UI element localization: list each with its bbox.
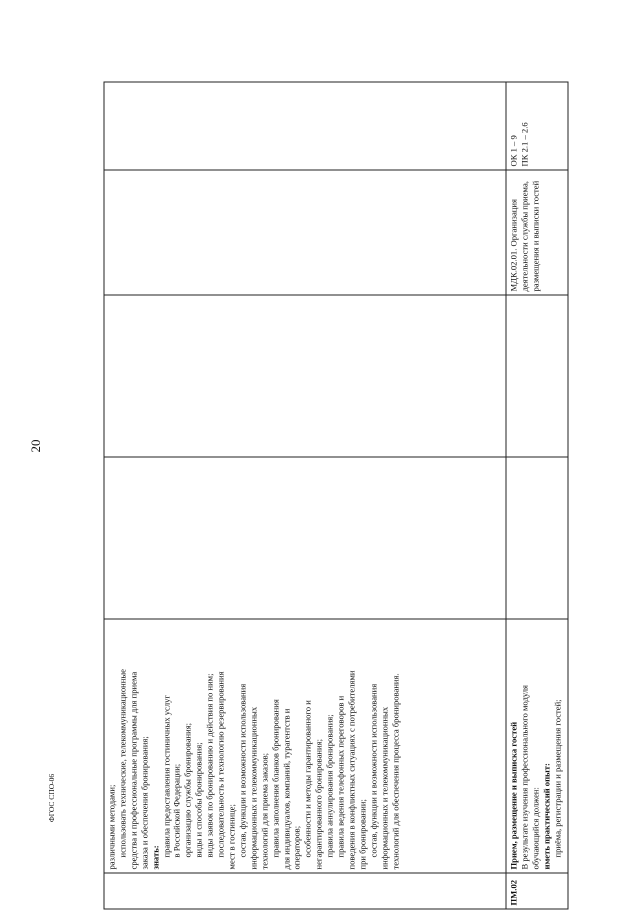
- requirements-cell: [506, 619, 568, 873]
- text-line: операторов;: [291, 825, 302, 870]
- text-line: правила заполнения бланков бронирования: [270, 699, 281, 858]
- text-line: для индивидуалов, компаний, турагентств и: [281, 708, 291, 870]
- text-line: последовательность и технологию резервирования: [215, 671, 226, 858]
- text-line: технологий для приема заказов;: [259, 752, 270, 870]
- competency-line: ПК 2.1 – 2.6: [519, 122, 530, 167]
- competency-line: ОК 1 – 9: [508, 135, 519, 167]
- text-line: организацию службы бронирования;: [182, 722, 193, 858]
- text-line: иметь практический опыт:: [541, 763, 552, 870]
- course-cell: [104, 170, 506, 295]
- text-line: правила аннулирования бронирования;: [324, 714, 335, 858]
- empty-cell: [104, 457, 506, 619]
- text-line: правила предоставления гостиничных услуг: [161, 695, 172, 858]
- curriculum-table: [104, 122, 568, 910]
- text-line: информационных и телекоммуникационных: [379, 706, 390, 870]
- text-line: различными методами;: [106, 784, 117, 870]
- competency-cell: [104, 82, 506, 170]
- text-line: особенности и методы гарантированного и: [302, 700, 313, 858]
- text-line: информационных и телекоммуникационных: [248, 706, 259, 870]
- text-line: технологий для обеспечения процесса бронирования.: [390, 673, 401, 870]
- competency-cell: [506, 82, 568, 170]
- text-line: заказа и обеспечения бронирования;: [139, 736, 150, 870]
- empty-cell: [104, 295, 506, 457]
- text-line: правила ведения телефонных переговоров и: [335, 695, 346, 858]
- module-code-cell: ПМ.02: [506, 873, 568, 909]
- text-line: использовать технические, телекоммуникационные: [117, 669, 128, 858]
- text-line: обучающийся должен:: [530, 787, 541, 870]
- text-line: поведения в конфликтных ситуациях с потребителями: [346, 670, 357, 870]
- text-line: при бронировании;: [357, 799, 368, 870]
- text-line: мест в гостинице;: [226, 804, 237, 870]
- requirements-cell: [104, 619, 506, 873]
- text-line: приёма, регистрации и размещения гостей;: [552, 699, 563, 858]
- text-line: знать:: [150, 845, 161, 870]
- text-line: состав, функции и возможности использования: [237, 683, 248, 858]
- text-line: виды и способы бронирования;: [193, 742, 204, 858]
- empty-cell: [506, 457, 568, 619]
- page-number: 20: [28, 439, 43, 453]
- text-line: состав, функции и возможности использования: [368, 683, 379, 858]
- text-line: виды заявок по бронированию и действия по ним;: [204, 673, 215, 858]
- text-line: в Российской Федерации;: [171, 763, 182, 858]
- table-row: [104, 82, 506, 909]
- text-line: средства и профессиональные программы для приема: [128, 671, 139, 870]
- empty-cell: [506, 295, 568, 457]
- footer-code: ФГОС СПО-06: [47, 773, 56, 823]
- text-line: Прием, размещение и выписка гостей: [508, 721, 519, 870]
- table-row: [506, 82, 568, 909]
- text-line: В результате изучения профессионального модуля: [519, 684, 530, 870]
- text-line: негарантированного бронирования;: [313, 739, 324, 870]
- module-code-cell: [104, 873, 506, 909]
- course-cell: МДК.02.01. Организация деятельности службы приема, размещения и выписки гостей: [506, 170, 568, 295]
